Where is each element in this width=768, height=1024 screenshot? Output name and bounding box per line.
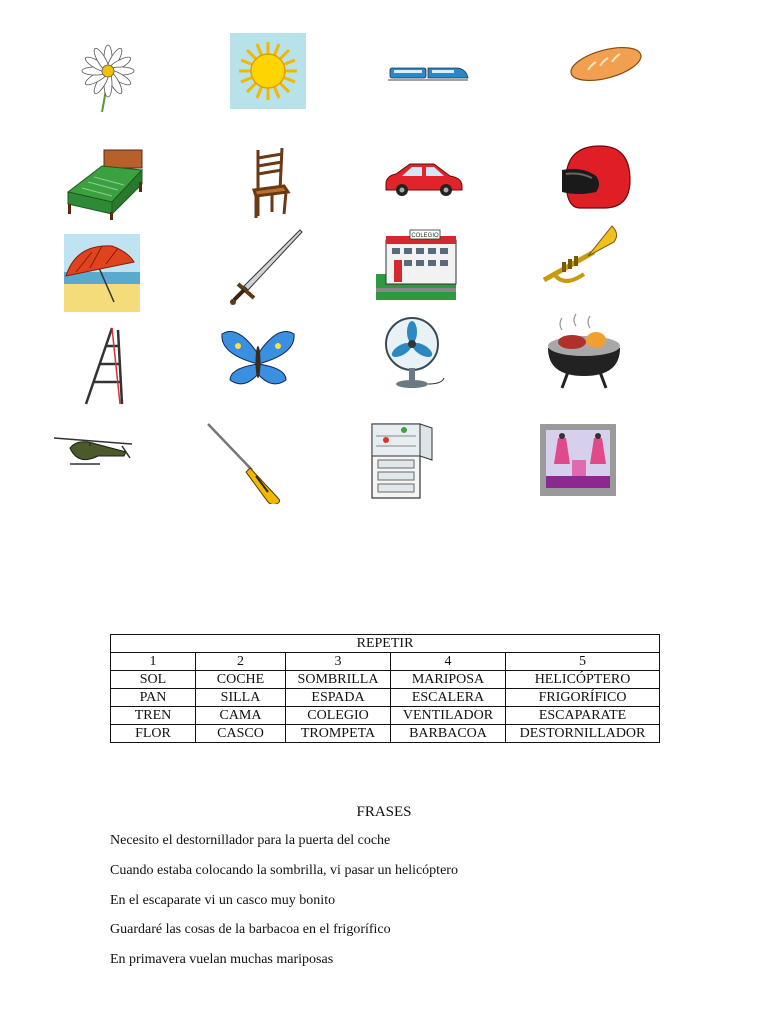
sun-icon bbox=[226, 30, 310, 114]
table-cell: COLEGIO bbox=[286, 707, 391, 725]
car-icon bbox=[382, 140, 466, 224]
repetir-table bbox=[110, 634, 660, 743]
daisy-icon bbox=[66, 30, 150, 114]
column-header: 2 bbox=[196, 653, 286, 671]
frases-title: FRASES bbox=[356, 804, 412, 820]
table-cell: CAMA bbox=[196, 707, 286, 725]
table-cell: MARIPOSA bbox=[391, 671, 506, 689]
sentence: Guardaré las cosas de la barbacoa en el frigorífico bbox=[110, 922, 391, 937]
table-row bbox=[111, 689, 660, 707]
table-cell: BARBACOA bbox=[391, 725, 506, 743]
sentence: En primavera vuelan muchas mariposas bbox=[110, 952, 334, 967]
table-cell: ESPADA bbox=[286, 689, 391, 707]
table-cell: SILLA bbox=[196, 689, 286, 707]
screwdriver-icon bbox=[204, 420, 288, 504]
table-cell: SOMBRILLA bbox=[286, 671, 391, 689]
sword-icon bbox=[226, 228, 310, 312]
column-header: 3 bbox=[286, 653, 391, 671]
table-cell: VENTILADOR bbox=[391, 707, 506, 725]
sentence: En el escaparate vi un casco muy bonito bbox=[110, 893, 336, 908]
table-row bbox=[111, 725, 660, 743]
column-header: 5 bbox=[506, 653, 660, 671]
table-cell: ESCAPARATE bbox=[506, 707, 660, 725]
school-sign: COLEGIO bbox=[411, 233, 439, 239]
school-icon bbox=[374, 224, 458, 308]
table-cell: CASCO bbox=[196, 725, 286, 743]
table-cell: SOL bbox=[111, 671, 196, 689]
helicopter-icon bbox=[50, 412, 134, 496]
ladder-icon bbox=[62, 324, 146, 408]
table-row bbox=[111, 671, 660, 689]
table-cell: TREN bbox=[111, 707, 196, 725]
fridge-icon bbox=[362, 418, 446, 502]
bread-icon bbox=[566, 30, 650, 114]
chair-icon bbox=[226, 140, 310, 224]
sentence: Cuando estaba colocando la sombrilla, vi pasar un helicóptero bbox=[110, 863, 458, 878]
shop-window-icon bbox=[538, 420, 622, 504]
fan-icon bbox=[374, 314, 458, 398]
table-cell: DESTORNILLADOR bbox=[506, 725, 660, 743]
train-icon bbox=[386, 30, 470, 114]
sentence: Necesito el destornillador para la puerta del coche bbox=[110, 833, 391, 848]
barbecue-icon bbox=[542, 312, 626, 396]
table-cell: TROMPETA bbox=[286, 725, 391, 743]
beach-umbrella-icon bbox=[62, 232, 146, 316]
table-cell: FLOR bbox=[111, 725, 196, 743]
table-header-row bbox=[111, 653, 660, 671]
table-cell: PAN bbox=[111, 689, 196, 707]
column-header: 4 bbox=[391, 653, 506, 671]
bed-icon bbox=[62, 140, 146, 224]
table-cell: HELICÓPTERO bbox=[506, 671, 660, 689]
table-row bbox=[111, 707, 660, 725]
trumpet-icon bbox=[538, 222, 622, 306]
table-title: REPETIR bbox=[111, 635, 660, 653]
butterfly-icon bbox=[216, 324, 300, 408]
table-cell: FRIGORÍFICO bbox=[506, 689, 660, 707]
table-cell: ESCALERA bbox=[391, 689, 506, 707]
table-cell: COCHE bbox=[196, 671, 286, 689]
column-header: 1 bbox=[111, 653, 196, 671]
helmet-icon bbox=[556, 140, 640, 224]
